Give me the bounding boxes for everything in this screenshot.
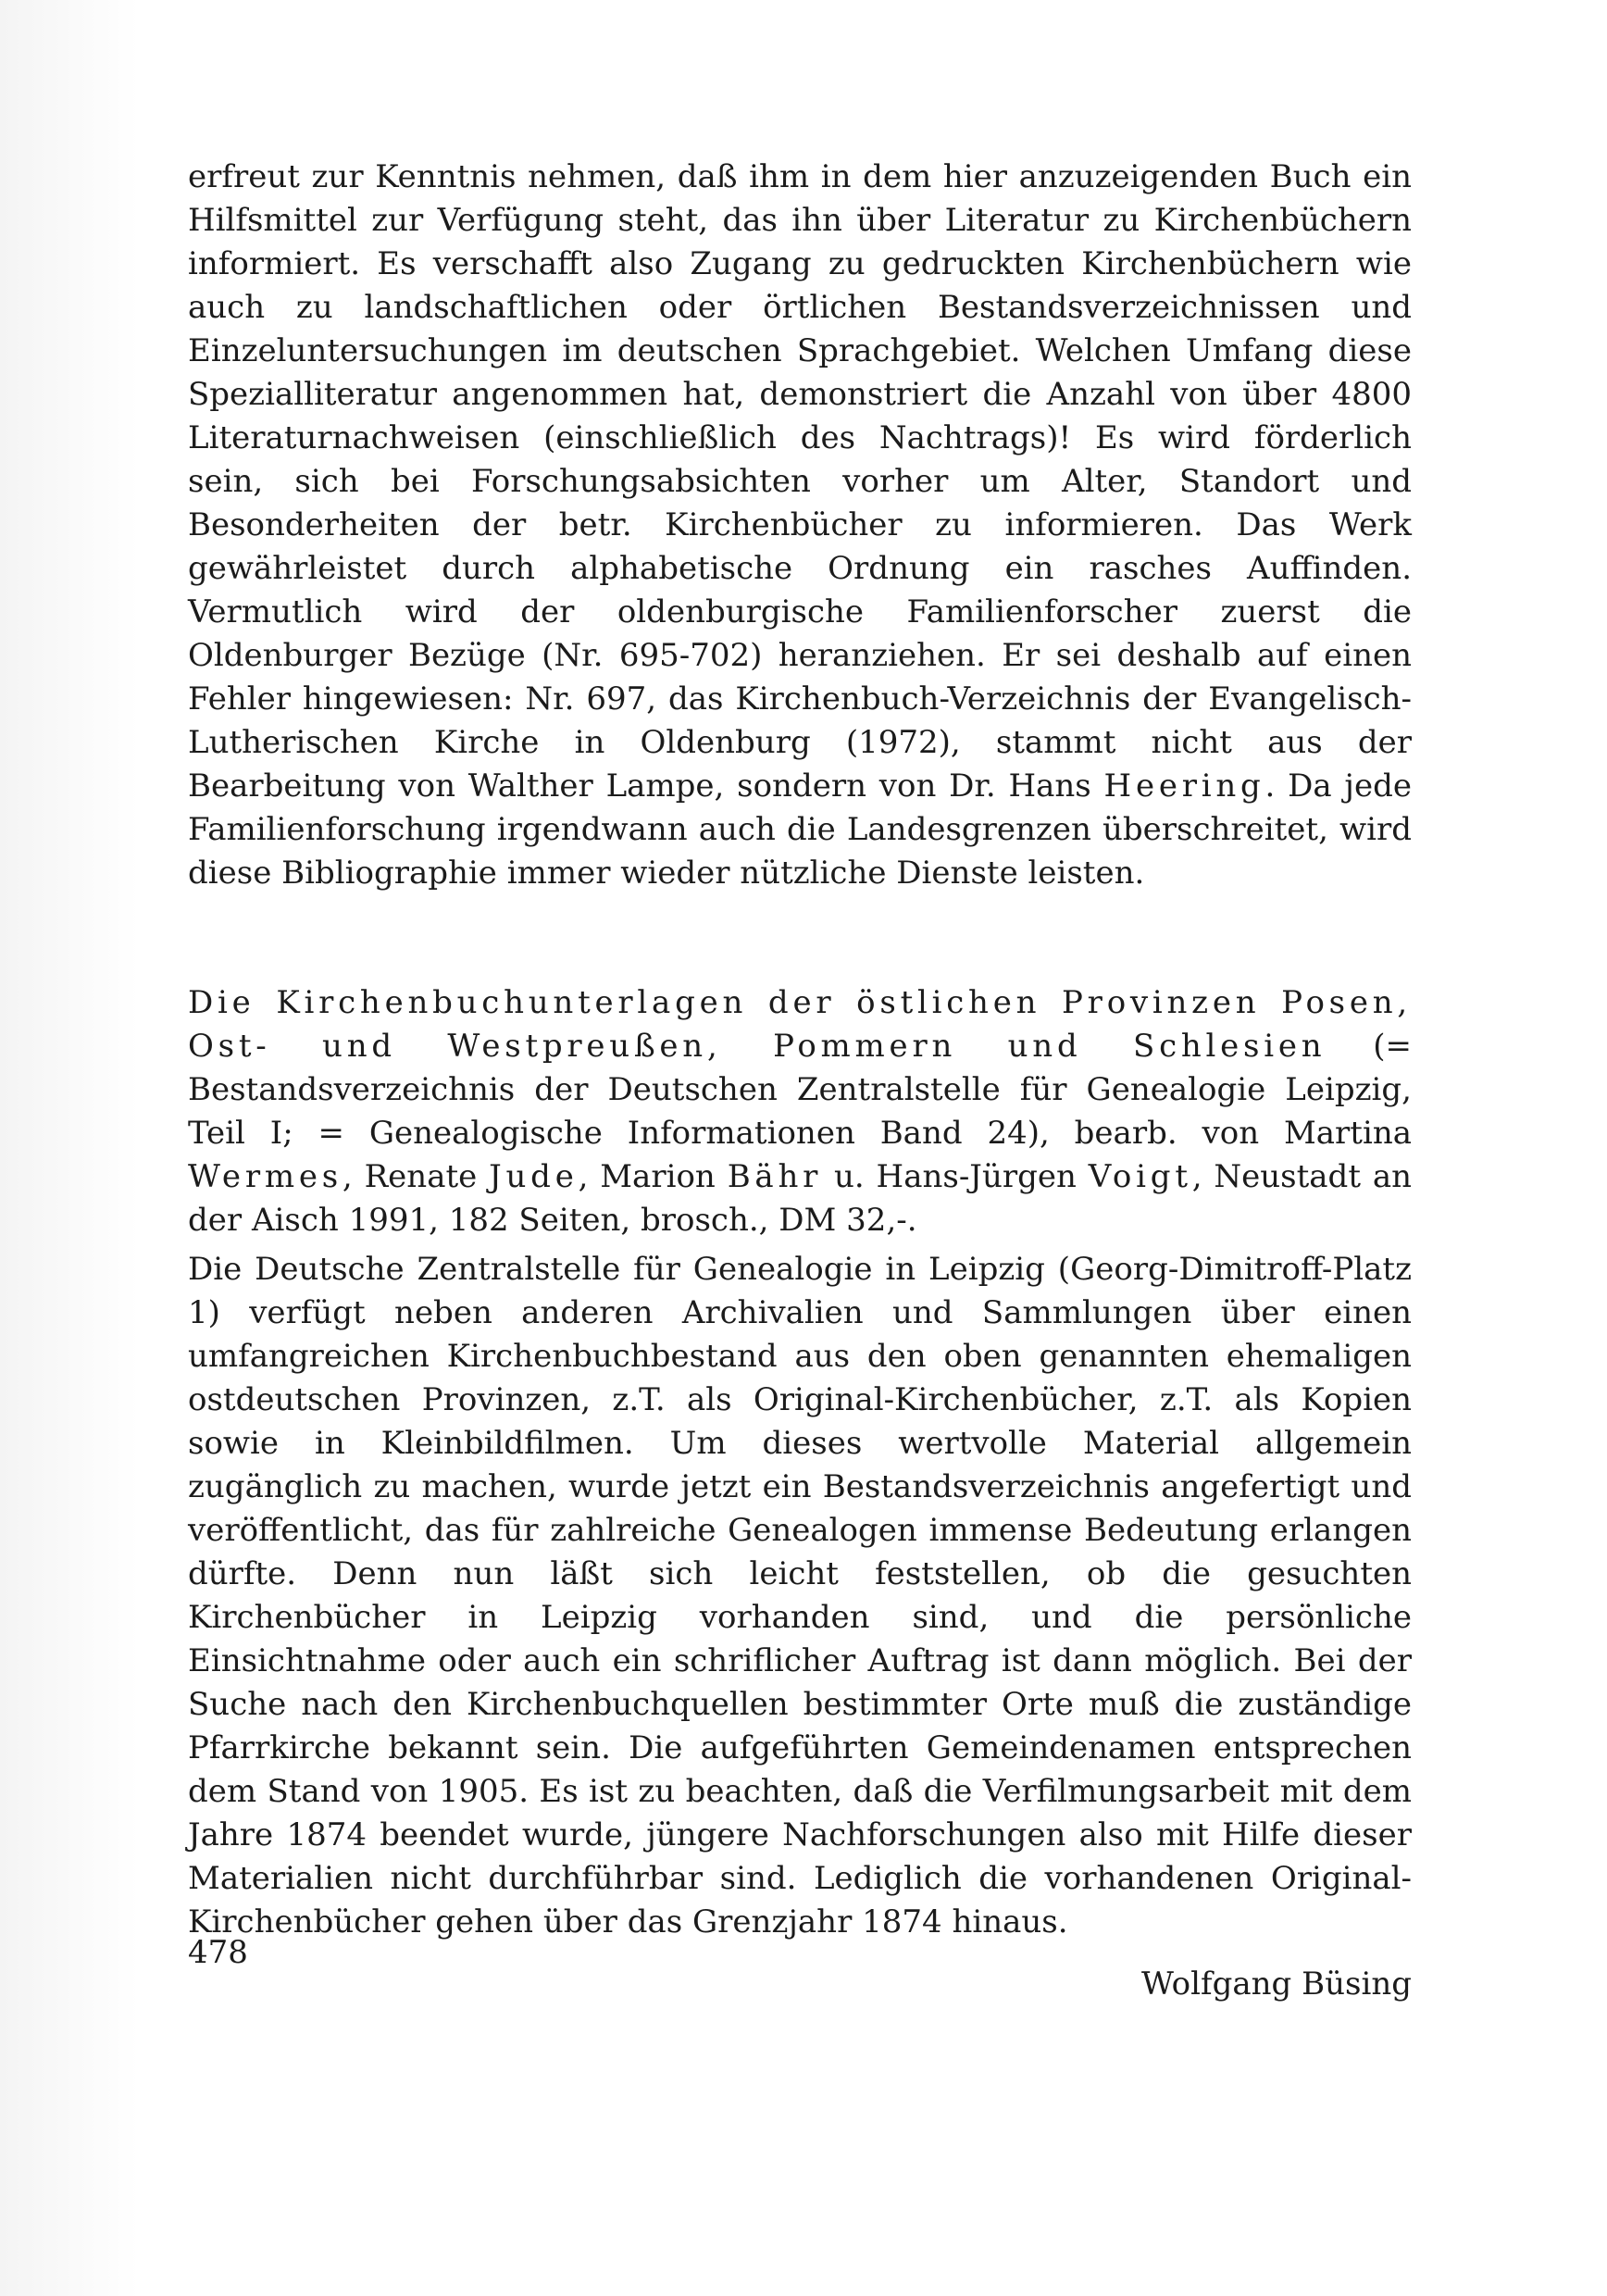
review-continuation-text: erfreut zur Kenntnis nehmen, daß ihm in dem hier anzuzeigenden Buch ein Hilfsmittel zur Verfügung steht, das ihn über Literatur zu Kirchenbüchern informiert. Es verschafft also Zugang zu gedruckten Kirchenbüchern wie auch zu landschaftlichen oder örtlichen Bestandsverzeichnissen und Einzeluntersuchungen im deutschen Sprachgebiet. Welchen Umfang diese Spezialliteratur angenommen hat, demonstriert die Anzahl von über 4800 Literaturnachweisen (einschließlich des Nachtrags)! Es wird förderlich sein, sich bei Forschungsabsichten vorher um Alter, Standort und Besonderheiten der betr. Kirchenbücher zu informieren. Das Werk gewährleistet durch alphabetische Ordnung ein rasches Auffinden. Vermutlich wird der oldenburgische Familienforscher zuerst die Oldenburger Bezüge (Nr. 695-702) heranziehen. Er sei deshalb auf einen Fehler hingewiesen: Nr. 697, das Kirchenbuch-Verzeichnis der Evangelisch-Lutherischen Kirche in Oldenburg (1972), stammt nicht aus der Bearbeitung von Walther Lampe, sondern von Dr. Hans <box>188 158 1412 805</box>
book-editor-3: Bähr <box>727 1158 823 1195</box>
book-separator-1: , Renate <box>342 1158 478 1195</box>
book-separator-3: u. Hans-Jürgen <box>834 1158 1077 1195</box>
reviewer-signature: Wolfgang Büsing <box>1141 1965 1412 2003</box>
page-number: 478 <box>188 1934 248 1971</box>
book-entry-heading <box>188 981 1412 1242</box>
emphasized-author-name: Heering <box>1103 767 1265 805</box>
review-body-paragraph: Die Deutsche Zentralstelle für Genealogie in Leipzig (Georg-Dimitroff-Platz 1) verfügt neben anderen Archivalien und Sammlungen über einen umfangreichen Kirchenbuchbestand aus den oben genannten ehemaligen ostdeutschen Provinzen, z.T. als Original-Kirchenbücher, z.T. als Kopien sowie in Kleinbildfilmen. Um dieses wertvolle Material allgemein zugänglich zu machen, wurde jetzt ein Bestandsverzeichnis angefertigt und veröffentlicht, das für zahlreiche Genealogen immense Bedeutung erlangen dürfte. Denn nun läßt sich leicht feststellen, ob die gesuchten Kirchenbücher in Leipzig vorhanden sind, und die persönliche Einsichtnahme oder auch ein schriflicher Auftrag ist dann möglich. Bei der Suche nach den Kirchenbuchquellen bestimmter Orte muß die zuständige Pfarrkirche bekannt sein. Die aufgeführten Gemeindenamen entsprechen dem Stand von 1905. Es ist zu beachten, daß die Verfilmungsarbeit mit dem Jahre 1874 beendet wurde, jüngere Nachforschungen also mit Hilfe dieser Materialien nicht durchführbar sind. Lediglich die vorhandenen Original-Kirchenbücher gehen über das Grenzjahr 1874 hinaus. <box>188 1251 1412 1940</box>
book-details-2: , Neustadt an der Aisch 1991, 182 Seiten, brosch., DM 32,-. <box>188 1158 1413 1239</box>
book-title: Die Kirchenbuchunterlagen der östlichen Provinzen Posen, Ost- und Westpreußen, Pommern und Schlesien <box>188 984 1412 1065</box>
book-details-1: (= Bestandsverzeichnis der Deutschen Zentralstelle für Genealogie Leipzig, Teil I; = Genealogische Informationen Band 24), bearb. von Martina <box>188 1028 1412 1152</box>
review-continuation-text-after: . Da jede Familienforschung irgendwann auch die Landesgrenzen überschreitet, wird diese Bibliographie immer wieder nützliche Dienste leisten. <box>188 767 1412 892</box>
book-editor-2: Jude <box>489 1158 579 1195</box>
book-editor-4: Voigt <box>1088 1158 1192 1195</box>
book-editor-1: Wermes <box>188 1158 343 1195</box>
scan-edge-shading <box>0 0 139 2296</box>
review-continuation-paragraph <box>188 156 1412 895</box>
book-separator-2: , Marion <box>578 1158 716 1195</box>
